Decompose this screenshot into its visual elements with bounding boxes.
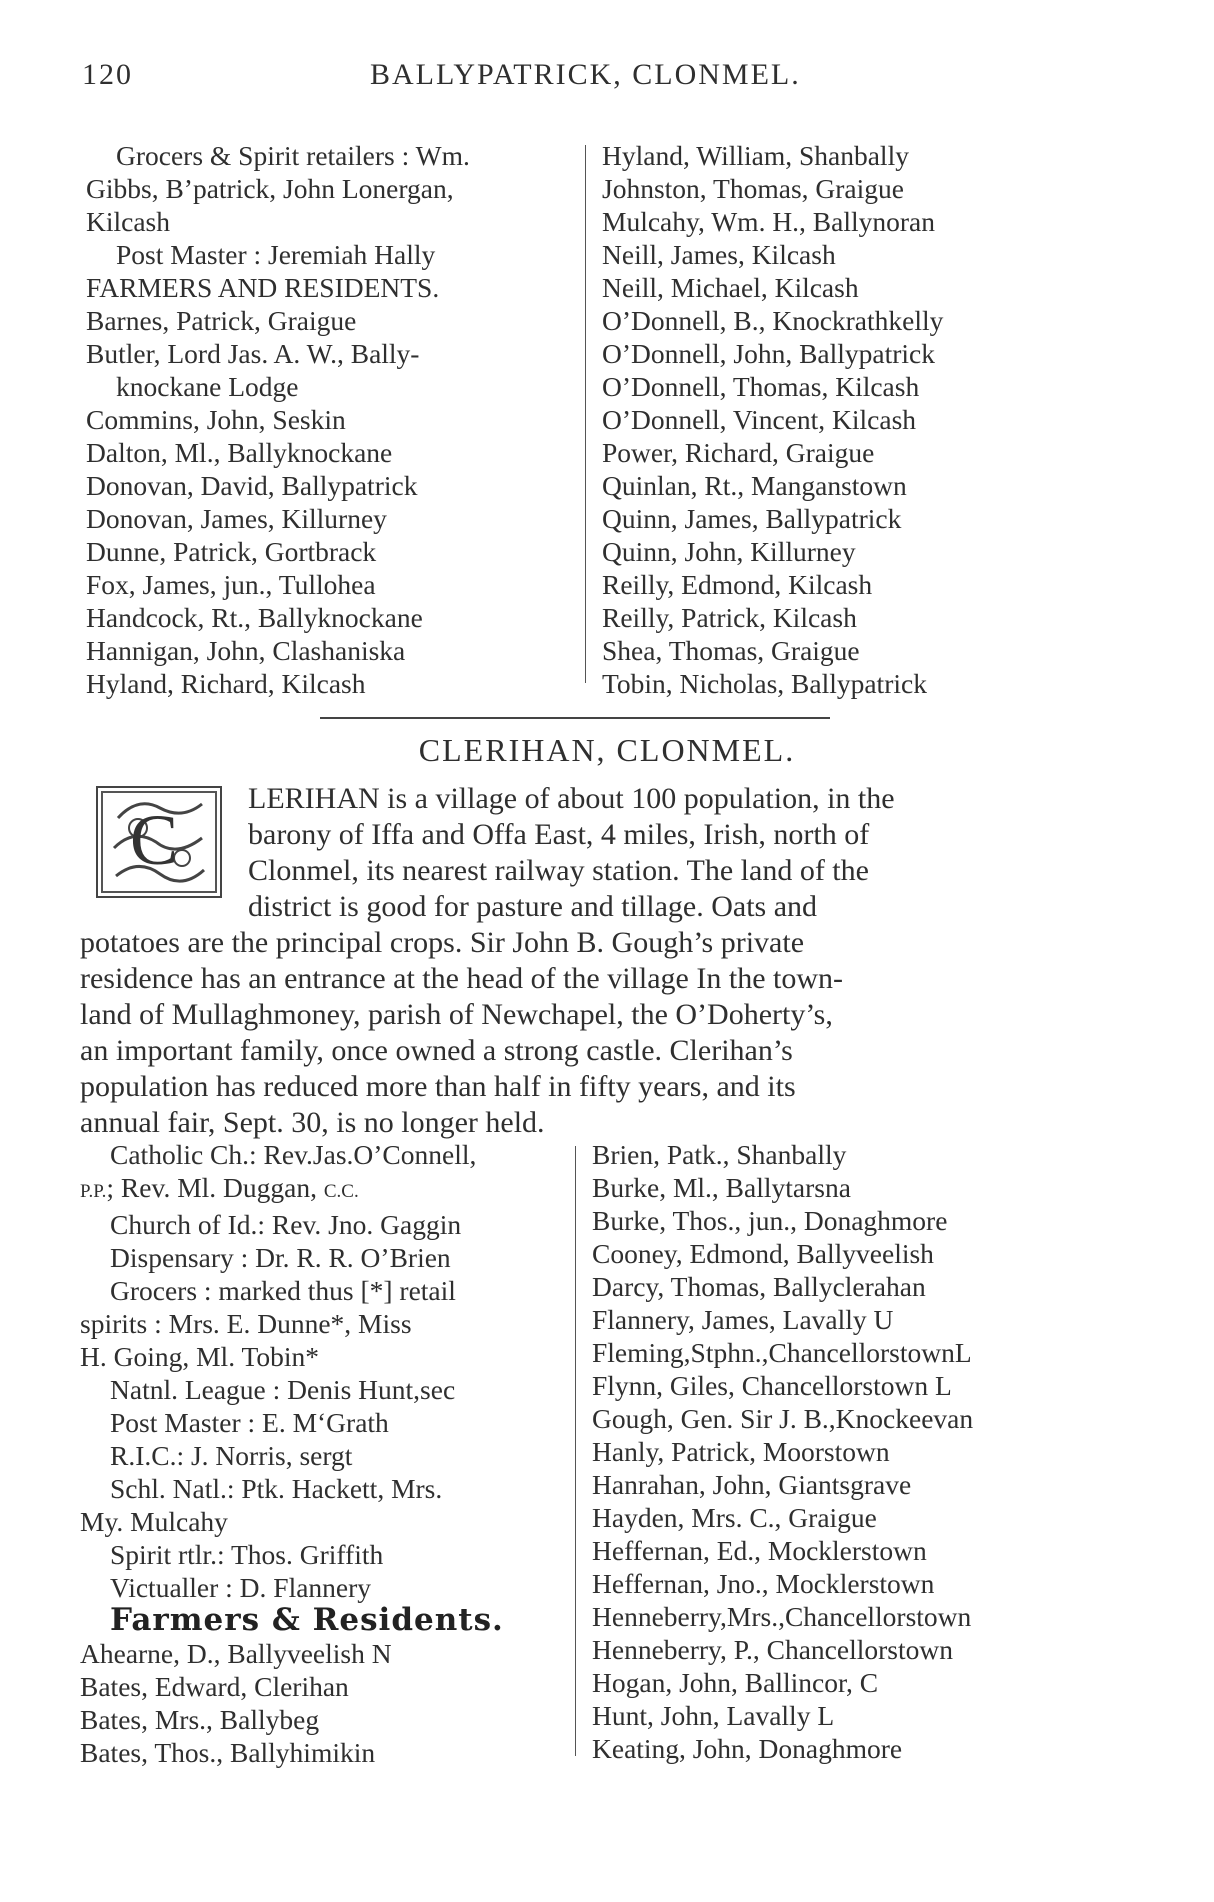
list-item: Bates, Mrs., Ballybeg	[80, 1704, 320, 1735]
list-item: Victualler : D. Flannery	[110, 1572, 372, 1603]
list-item: Dalton, Ml., Ballyknockane	[86, 437, 393, 468]
list-item: Henneberry,Mrs.,Chancellorstown	[592, 1601, 972, 1632]
list-item: Grocers & Spirit retailers : Wm.	[116, 140, 470, 171]
list-item: Johnston, Thomas, Graigue	[602, 173, 904, 204]
list-item: Tobin, Nicholas, Ballypatrick	[602, 668, 927, 699]
list-item: Barnes, Patrick, Graigue	[86, 305, 357, 336]
list-item: H. Going, Ml. Tobin*	[80, 1341, 319, 1372]
list-item: Grocers : marked thus [*] retail	[110, 1275, 456, 1306]
running-head: BALLYPATRICK, CLONMEL.	[370, 58, 801, 91]
ornamental-drop-cap	[96, 786, 222, 898]
list-item: Brien, Patk., Shanbally	[592, 1139, 847, 1170]
text-line: potatoes are the principal crops. Sir John B. Gough’s private	[80, 926, 805, 959]
list-item: spirits : Mrs. E. Dunne*, Miss	[80, 1308, 412, 1339]
list-item: Hayden, Mrs. C., Graigue	[592, 1502, 877, 1533]
list-item: Quinlan, Rt., Manganstown	[602, 470, 907, 501]
section-rule	[320, 717, 830, 719]
list-item: Reilly, Edmond, Kilcash	[602, 569, 873, 600]
list-item: Fleming,Stphn.,ChancellorstownL	[592, 1337, 972, 1368]
list-item: Hanly, Patrick, Moorstown	[592, 1436, 890, 1467]
list-item: O’Donnell, Thomas, Kilcash	[602, 371, 920, 402]
list-item: Hannigan, John, Clashaniska	[86, 635, 406, 666]
list-item: Natnl. League : Denis Hunt,sec	[110, 1374, 456, 1405]
clerihan-right-column	[592, 1138, 1112, 1765]
list-item: Fox, James, jun., Tullohea	[86, 569, 376, 600]
ballypatrick-right-column	[602, 139, 1102, 700]
list-item: Post Master : E. M‘Grath	[110, 1407, 389, 1438]
text-run: ; Rev. Ml. Duggan,	[106, 1172, 324, 1203]
list-item: Spirit rtlr.: Thos. Griffith	[110, 1539, 384, 1570]
list-item: Post Master : Jeremiah Hally	[116, 239, 436, 270]
column-divider	[585, 145, 586, 683]
list-item	[80, 1171, 580, 1208]
list-item: Kilcash	[86, 206, 171, 237]
text-line: population has reduced more than half in fifty years, and its	[80, 1070, 796, 1103]
list-item: Hogan, John, Ballincor, C	[592, 1667, 879, 1698]
section-title: CLERIHAN, CLONMEL.	[418, 732, 796, 768]
list-item: Dispensary : Dr. R. R. O’Brien	[110, 1242, 451, 1273]
list-item: Hyland, Richard, Kilcash	[86, 668, 366, 699]
text-line: residence has an entrance at the head of the village In the town-	[80, 962, 843, 995]
farmers-heading: Farmers & Residents.	[110, 1602, 504, 1638]
list-item: Hunt, John, Lavally L	[592, 1700, 835, 1731]
list-item: Hyland, William, Shanbally	[602, 140, 909, 171]
text-line: district is good for pasture and tillage. Oats and	[248, 890, 818, 923]
list-item: O’Donnell, John, Ballypatrick	[602, 338, 935, 369]
page-header	[82, 58, 1082, 98]
list-item: Mulcahy, Wm. H., Ballynoran	[602, 206, 935, 237]
text-line: an important family, once owned a strong castle. Clerihan’s	[80, 1034, 793, 1067]
list-item: Ahearne, D., Ballyveelish N	[80, 1638, 392, 1669]
clerihan-left-column	[80, 1138, 580, 1769]
list-item: Power, Richard, Graigue	[602, 437, 875, 468]
ballypatrick-left-column	[86, 139, 566, 700]
list-item: Burke, Thos., jun., Donaghmore	[592, 1205, 948, 1236]
list-item: O’Donnell, Vincent, Kilcash	[602, 404, 917, 435]
text-line: Clonmel, its nearest railway station. The land of the	[248, 854, 869, 887]
list-item: Dunne, Patrick, Gortbrack	[86, 536, 377, 567]
body-paragraph	[80, 925, 843, 1141]
list-item: Gibbs, B’patrick, John Lonergan,	[86, 173, 454, 204]
title-abbrev: P.P.	[80, 1181, 107, 1202]
text-line: LERIHAN is a village of about 100 population, in the	[248, 782, 895, 815]
list-item: Handcock, Rt., Ballyknockane	[86, 602, 423, 633]
list-item: Quinn, John, Killurney	[602, 536, 856, 567]
list-item: Darcy, Thomas, Ballyclerahan	[592, 1271, 926, 1302]
list-item: Catholic Ch.: Rev.Jas.O’Connell,	[110, 1139, 477, 1170]
list-item: Bates, Edward, Clerihan	[80, 1671, 349, 1702]
list-item: Burke, Ml., Ballytarsna	[592, 1172, 851, 1203]
intro-paragraph	[248, 781, 895, 925]
list-item: Shea, Thomas, Graigue	[602, 635, 860, 666]
list-item: Quinn, James, Ballypatrick	[602, 503, 902, 534]
list-item: Donovan, David, Ballypatrick	[86, 470, 418, 501]
list-item: Gough, Gen. Sir J. B.,Knockeevan	[592, 1403, 974, 1434]
list-item: Bates, Thos., Ballyhimikin	[80, 1737, 376, 1768]
list-item: Keating, John, Donaghmore	[592, 1733, 903, 1764]
list-item: O’Donnell, B., Knockrathkelly	[602, 305, 944, 336]
list-item: Schl. Natl.: Ptk. Hackett, Mrs.	[110, 1473, 443, 1504]
list-item: Flynn, Giles, Chancellorstown L	[592, 1370, 952, 1401]
list-item: Heffernan, Jno., Mocklerstown	[592, 1568, 935, 1599]
list-item: knockane Lodge	[116, 371, 299, 402]
list-item: Flannery, James, Lavally U	[592, 1304, 894, 1335]
list-item: Heffernan, Ed., Mocklerstown	[592, 1535, 927, 1566]
text-line: land of Mullaghmoney, parish of Newchapel, the O’Doherty’s,	[80, 998, 833, 1031]
list-item: Reilly, Patrick, Kilcash	[602, 602, 857, 633]
list-item: Commins, John, Seskin	[86, 404, 346, 435]
list-item: Church of Id.: Rev. Jno. Gaggin	[110, 1209, 462, 1240]
list-item: Neill, James, Kilcash	[602, 239, 836, 270]
list-item: R.I.C.: J. Norris, sergt	[110, 1440, 353, 1471]
drop-cap-letter: C	[129, 800, 179, 880]
page-number: 120	[82, 58, 133, 91]
list-item: Henneberry, P., Chancellorstown	[592, 1634, 953, 1665]
text-line: barony of Iffa and Offa East, 4 miles, Irish, north of	[248, 818, 870, 851]
list-item: My. Mulcahy	[80, 1506, 228, 1537]
list-item: Cooney, Edmond, Ballyveelish	[592, 1238, 934, 1269]
list-item: Butler, Lord Jas. A. W., Bally-	[86, 338, 420, 369]
list-item: Hanrahan, John, Giantsgrave	[592, 1469, 912, 1500]
title-abbrev: C.C.	[323, 1181, 359, 1202]
list-item: Donovan, James, Killurney	[86, 503, 387, 534]
drop-cap-ornament-icon	[98, 788, 220, 896]
column-divider	[575, 1146, 576, 1756]
text-line: annual fair, Sept. 30, is no longer held.	[80, 1106, 545, 1139]
section-heading: FARMERS AND RESIDENTS.	[86, 272, 440, 303]
list-item: Neill, Michael, Kilcash	[602, 272, 859, 303]
